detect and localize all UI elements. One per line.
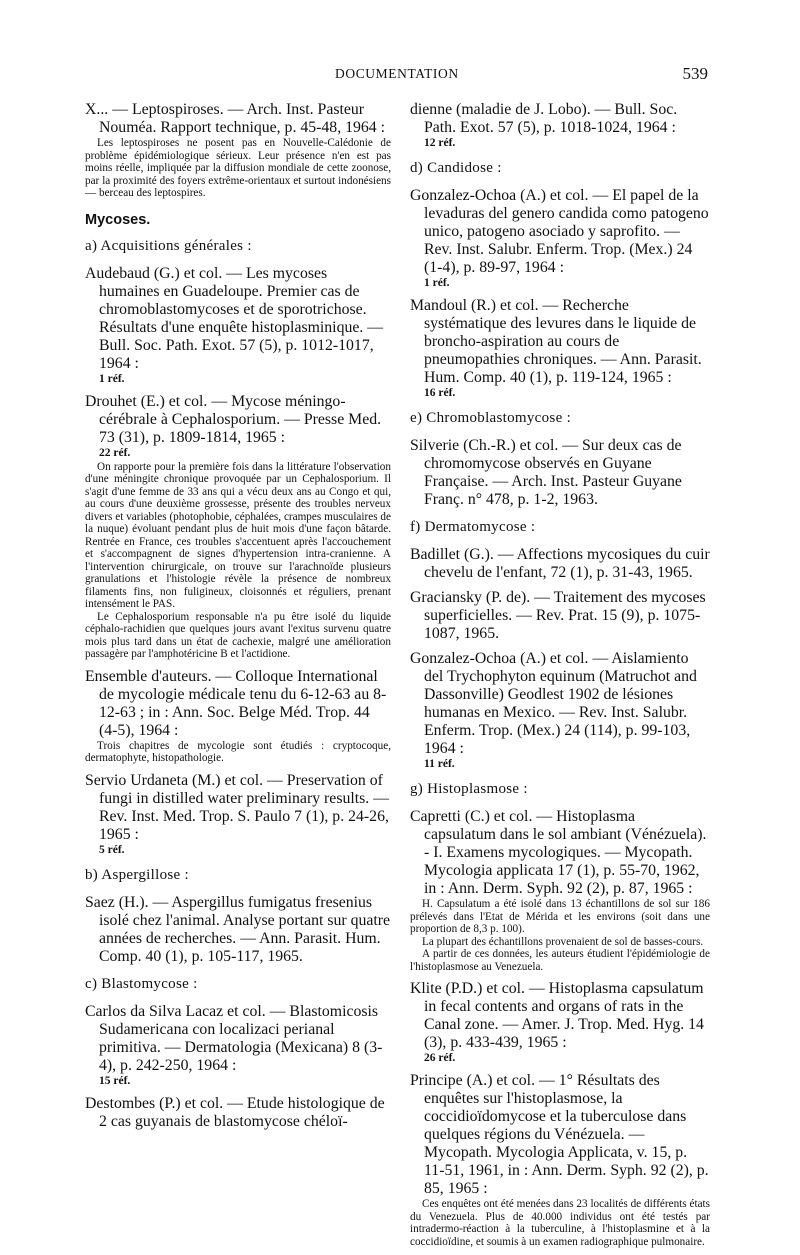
abstract-text: La plupart des échantillons provenaient de sol de basses-cours. bbox=[422, 935, 704, 948]
subsection-heading: e) Chromoblastomycose : bbox=[410, 410, 572, 426]
reference-count: 22 réf. bbox=[99, 446, 131, 459]
citation: Principe (A.) et col. — 1° Résultats des enquêtes sur l'histoplasmose, la coccidioïdomycose et la tuberculose dans quelques régions du Vénézuela. — Mycopath. Mycologia Applicata, v. 15, p. 11-51, 1961, in : Ann. Derm. Syph. 92 (2), p. 85, 1965 : bbox=[410, 1072, 709, 1197]
abstract-text: Le Cephalosporium responsable n'a pu être isolé du liquide céphalo-rachidien que quelques jours avant l'exitus survenu quatre mois plus tard dans un état de cachexie, malgré une amélioration passagère par l'amphotéricine B et l'actidione. bbox=[85, 610, 391, 660]
citation: X... — Leptospiroses. — Arch. Inst. Pasteur Nouméa. Rapport technique, p. 45-48, 1964 : bbox=[85, 101, 386, 136]
reference-count: 15 réf. bbox=[99, 1074, 131, 1087]
bibliography-entry bbox=[85, 772, 391, 857]
bibliography-entry bbox=[410, 437, 710, 509]
bibliography-entry bbox=[85, 101, 391, 200]
bibliography-entry bbox=[85, 668, 391, 765]
citation: Audebaud (G.) et col. — Les mycoses humaines en Guadeloupe. Premier cas de chromoblastomycoses et de sporotrichose. Résultats d'une enquête histoplasminique. — Bull. Soc. Path. Exot. 57 (5), p. 1012-1017, 1964 : bbox=[85, 264, 384, 372]
page-header bbox=[0, 64, 800, 88]
left-column bbox=[85, 101, 391, 1138]
bibliography-entry bbox=[85, 894, 391, 966]
citation: dienne (maladie de J. Lobo). — Bull. Soc. Path. Exot. 57 (5), p. 1018-1024, 1964 : bbox=[410, 101, 678, 136]
bibliography-entry bbox=[410, 1072, 710, 1248]
bibliography-entry bbox=[410, 101, 710, 150]
citation: Servio Urdaneta (M.) et col. — Preservation of fungi in distilled water preliminary results. — Rev. Inst. Med. Trop. S. Paulo 7 (1), p. 24-26, 1965 : bbox=[85, 771, 389, 843]
citation: Carlos da Silva Lacaz et col. — Blastomicosis Sudamericana con localizaci perianal primitiva. — Dermatologia (Mexicana) 8 (3-4), p. 242-250, 1964 : bbox=[85, 1002, 383, 1074]
citation: Mandoul (R.) et col. — Recherche systématique des levures dans le liquide de broncho-aspiration au cours de pneumopathies chroniques. — Ann. Parasit. Hum. Comp. 40 (1), p. 119-124, 1965 : bbox=[410, 297, 702, 386]
reference-count: 12 réf. bbox=[424, 137, 456, 149]
subsection-heading: g) Histoplasmose : bbox=[410, 781, 528, 797]
abstract-text: Les leptospiroses ne posent pas en Nouvelle-Calédonie de problème épidémiologique sérieux. Leur présence n'en est pas moins réelle, impliquée par la diffusion mondiale de cette zoonose, par la proximité des foyers extrême-orientaux et surtout indonésiens — berceau des leptospires. bbox=[85, 137, 391, 199]
citation: Saez (H.). — Aspergillus fumigatus fresenius isolé chez l'animal. Analyse portant sur quatre années de recherches. — Ann. Parasit. Hum. Comp. 40 (1), p. 105-117, 1965. bbox=[85, 893, 391, 965]
reference-count: 26 réf. bbox=[424, 1052, 456, 1064]
citation: Silverie (Ch.-R.) et col. — Sur deux cas de chromomycose observés en Guyane Française. — Arch. Inst. Pasteur Guyane Franç. n° 478, p. 1-2, 1963. bbox=[410, 437, 682, 508]
bibliography-entry bbox=[85, 393, 391, 661]
bibliography-entry bbox=[410, 650, 710, 771]
reference-count: 16 réf. bbox=[424, 387, 456, 399]
citation: Ensemble d'auteurs. — Colloque International de mycologie médicale tenu du 6-12-63 au 8-12-63 ; in : Ann. Soc. Belge Méd. Trop. 44 (4-5), 1964 : bbox=[85, 667, 387, 739]
subsection-heading: f) Dermatomycose : bbox=[410, 519, 536, 535]
abstract-text: Ces enquêtes ont été menées dans 23 localités de différents états du Venezuela. Plus de 40.000 individus ont été testés par intradermo-réaction à la tuberculine, à l'histoplasmine et à la coccidioïdine, et soumis à un examen radiographique pulmonaire. bbox=[410, 1198, 710, 1248]
citation: Drouhet (E.) et col. — Mycose méningo-cérébrale à Cephalosporium. — Presse Med. 73 (31), p. 1809-1814, 1965 : bbox=[85, 392, 382, 446]
bibliography-entry bbox=[85, 265, 391, 386]
bibliography-entry bbox=[410, 187, 710, 290]
right-column bbox=[410, 101, 710, 1255]
citation: Capretti (C.) et col. — Histoplasma capsulatum dans le sol ambiant (Vénézuela). - I. Examens mycologiques. — Mycopath. Mycologia applicata 17 (1), p. 55-70, 1962, in : Ann. Derm. Syph. 92 (2), p. 87, 1965 : bbox=[410, 808, 707, 897]
section-heading: Mycoses. bbox=[85, 211, 151, 228]
subsection-heading: a) Acquisitions générales : bbox=[85, 237, 252, 254]
citation: Gonzalez-Ochoa (A.) et col. — El papel de la levaduras del genero candida como patogeno unico, patogeno asociado y saprofito. — Rev. Inst. Salubr. Enferm. Trop. (Mex.) 24 (1-4), p. 89-97, 1964 : bbox=[410, 187, 709, 276]
subsection-heading: d) Candidose : bbox=[410, 160, 502, 176]
bibliography-entry bbox=[410, 980, 710, 1065]
reference-count: 1 réf. bbox=[424, 277, 450, 289]
bibliography-entry bbox=[85, 1095, 391, 1131]
reference-count: 11 réf. bbox=[424, 758, 455, 770]
subsection-heading: b) Aspergillose : bbox=[85, 866, 189, 883]
bibliography-entry bbox=[410, 546, 710, 582]
bibliography-entry bbox=[410, 808, 710, 973]
abstract-text: Trois chapitres de mycologie sont étudiés : cryptocoque, dermatophyte, histopathologie. bbox=[85, 739, 391, 764]
bibliography-entry bbox=[410, 589, 710, 643]
subsection-heading: c) Blastomycose : bbox=[85, 975, 198, 992]
citation: Gonzalez-Ochoa (A.) et col. — Aislamiento del Trychophyton equinum (Matruchot and Dassonville) Geodlest 1902 de lésiones humanas en Mexico. — Rev. Inst. Salubr. Enferm. Trop. (Mex.) 24 (114), p. 99-103, 1964 : bbox=[410, 650, 697, 757]
reference-count: 1 réf. bbox=[99, 372, 125, 385]
page-number: 539 bbox=[682, 64, 708, 83]
citation: Badillet (G.). — Affections mycosiques du cuir chevelu de l'enfant, 72 (1), p. 31-43, 1965. bbox=[410, 546, 710, 581]
bibliography-entry bbox=[410, 297, 710, 400]
reference-count: 5 réf. bbox=[99, 843, 125, 856]
abstract-text: On rapporte pour la première fois dans la littérature l'observation d'une méningite chronique provoquée par un Cephalosporium. Il s'agit d'une femme de 33 ans qui a vécu deux ans au Congo et qui, au cours d'une deuxième grossesse, présente des troubles nerveux divers et variables (photophobie, céphalées, crampes musculaires de la nuque) évoluant pendant plus de huit mois d'une façon bâtarde. Rentrée en France, ces troubles s'accentuent après l'accouchement et s'accompagnent de signes d'hypertension intra-cranienne. A l'intervention chirurgicale, on trouve sur l'arachnoïde plusieurs granulations et l'histologie révèle la présence de nombreux filaments fins, non fuligineux, cloisonnés et réguliers, prenant intensément le PAS. bbox=[85, 460, 391, 610]
citation: Destombes (P.) et col. — Etude histologique de 2 cas guyanais de blastomycose chéloï- bbox=[85, 1094, 385, 1130]
citation: Klite (P.D.) et col. — Histoplasma capsulatum in fecal contents and organs of rats in the Canal zone. — Amer. J. Trop. Med. Hyg. 14 (3), p. 433-439, 1965 : bbox=[410, 980, 704, 1051]
running-title: DOCUMENTATION bbox=[335, 66, 459, 81]
bibliography-entry bbox=[85, 1003, 391, 1088]
abstract-text: A partir de ces données, les auteurs étudient l'épidémiologie de l'histoplasmose au Venezuela. bbox=[410, 948, 710, 973]
citation: Graciansky (P. de). — Traitement des mycoses superficielles. — Rev. Prat. 15 (9), p. 1075-1087, 1965. bbox=[410, 589, 706, 642]
abstract-text: H. Capsulatum a été isolé dans 13 échantillons de sol sur 186 prélevés dans l'Etat de Mérida et les environs (soit dans une proportion de 8,3 p. 100). bbox=[410, 898, 710, 935]
